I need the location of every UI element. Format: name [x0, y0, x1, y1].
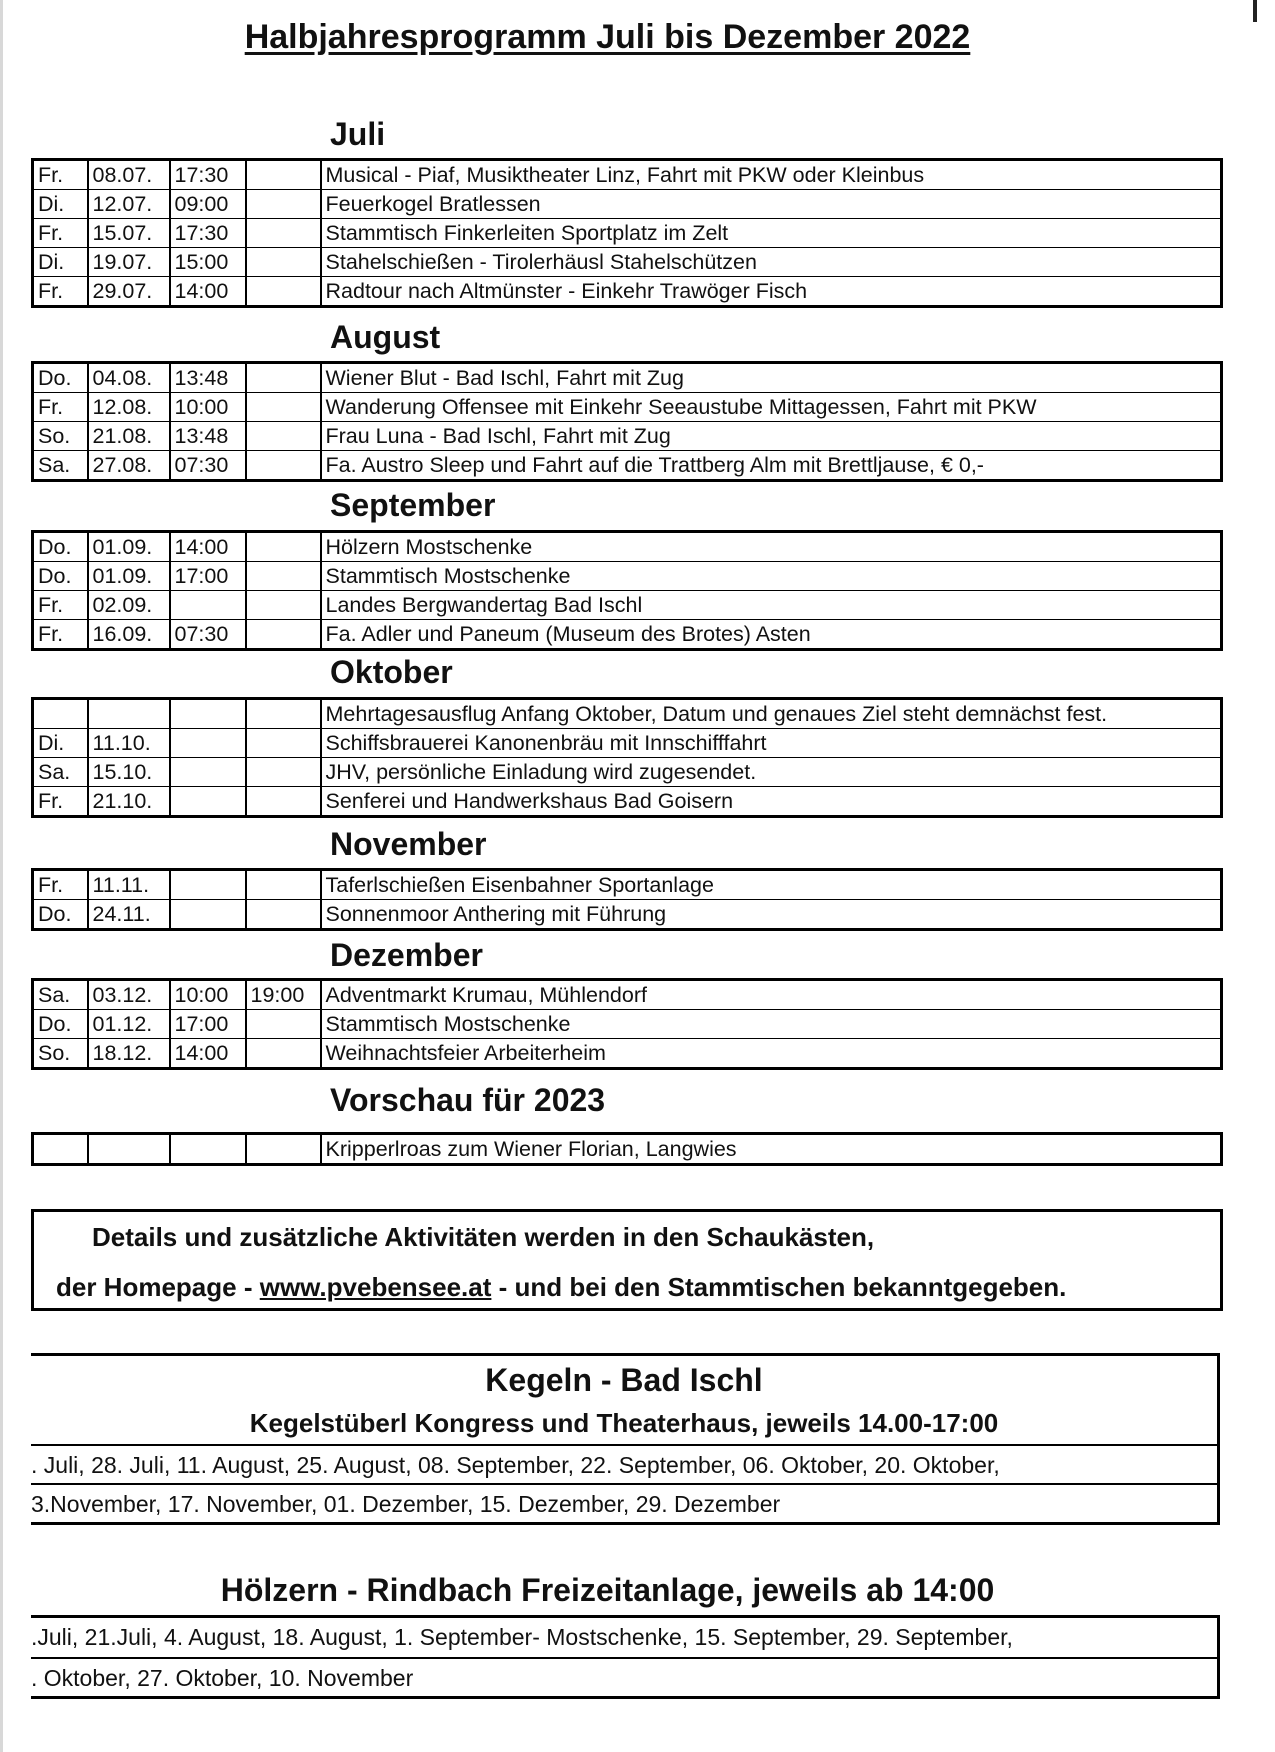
cell-date: 21.08. — [88, 422, 170, 451]
cell-time: 17:30 — [170, 219, 246, 248]
cell-event: Frau Luna - Bad Ischl, Fahrt mit Zug — [321, 422, 1222, 451]
cell-weekday: Fr. — [33, 393, 88, 422]
table-row — [33, 393, 1222, 422]
info-line-2-prefix: der Homepage - — [56, 1272, 260, 1302]
cell-time2 — [246, 699, 321, 729]
cell-date: 12.07. — [88, 190, 170, 219]
cell-weekday: Do. — [38, 366, 72, 390]
cell-date: 11.11. — [88, 870, 170, 900]
cell-time2 — [246, 562, 321, 591]
cell-event: Feuerkogel Bratlessen — [321, 190, 1222, 219]
cell-time — [170, 870, 246, 900]
kegeln-title: Kegeln - Bad Ischl — [485, 1362, 763, 1398]
cell-date: 15.07. — [88, 219, 170, 248]
table-row — [33, 532, 1222, 562]
schedule-table-november — [31, 868, 1223, 931]
cell-time — [170, 758, 246, 787]
cell-time2 — [246, 160, 321, 190]
cell-time2 — [246, 591, 321, 620]
cell-weekday: Fr. — [33, 620, 88, 650]
info-line-2 — [56, 1272, 1066, 1303]
cell-event: Adventmarkt Krumau, Mühlendorf — [321, 980, 1222, 1010]
table-row — [33, 422, 1222, 451]
cell-weekday: Fr. — [33, 219, 88, 248]
schedule-table-vorschau — [31, 1132, 1223, 1166]
table-row — [33, 248, 1222, 277]
table-row — [33, 277, 1222, 307]
cell-weekday: Fr. — [38, 873, 64, 897]
cell-time — [170, 1134, 246, 1165]
cell-time: 09:00 — [170, 190, 246, 219]
section-title-august: August — [330, 319, 441, 355]
cell-event: Schiffsbrauerei Kanonenbräu mit Innschifffahrt — [321, 729, 1222, 758]
table-row — [33, 900, 1222, 930]
cell-time — [170, 787, 246, 817]
cell-date: 24.11. — [88, 900, 170, 930]
cell-time2 — [246, 393, 321, 422]
cell-time — [170, 591, 246, 620]
section-title-september: September — [330, 487, 496, 523]
cell-time2 — [246, 729, 321, 758]
cell-event: Fa. Austro Sleep und Fahrt auf die Trattberg Alm mit Brettljause, € 0,- — [321, 451, 1222, 481]
cell-event: Musical - Piaf, Musiktheater Linz, Fahrt mit PKW oder Kleinbus — [321, 160, 1222, 190]
cell-date: 08.07. — [88, 160, 170, 190]
section-title-november: November — [330, 826, 487, 862]
cell-event: Stahelschießen - Tirolerhäusl Stahelschützen — [321, 248, 1222, 277]
cell-date: 29.07. — [88, 277, 170, 307]
table-row — [33, 699, 1222, 729]
cell-time2 — [246, 758, 321, 787]
cell-date: 27.08. — [88, 451, 170, 481]
info-line-1: Details und zusätzliche Aktivitäten werden in den Schaukästen, — [92, 1222, 875, 1252]
table-row — [33, 980, 1222, 1010]
cell-date: 12.08. — [88, 393, 170, 422]
cell-weekday: Sa. — [33, 758, 88, 787]
section-title-juli: Juli — [330, 116, 386, 152]
cell-date: 11.10. — [88, 729, 170, 758]
table-row — [33, 190, 1222, 219]
cell-weekday: Fr. — [33, 277, 88, 307]
cell-time2 — [246, 870, 321, 900]
cell-date: 03.12. — [88, 980, 170, 1010]
cell-time: 17:00 — [170, 562, 246, 591]
cell-date: 01.09. — [88, 532, 170, 562]
cell-event: Fa. Adler und Paneum (Museum des Brotes) Asten — [321, 620, 1222, 650]
cell-time2 — [246, 422, 321, 451]
cell-event: Stammtisch Mostschenke — [321, 562, 1222, 591]
cell-weekday — [33, 699, 88, 729]
table-row — [33, 758, 1222, 787]
cell-date: 02.09. — [88, 591, 170, 620]
cell-date — [88, 1134, 170, 1165]
cell-time2 — [246, 451, 321, 481]
cell-event: JHV, persönliche Einladung wird zugesendet. — [321, 758, 1222, 787]
cell-event: Mehrtagesausflug Anfang Oktober, Datum und genaues Ziel steht demnächst fest. — [321, 699, 1222, 729]
table-row — [33, 1010, 1222, 1039]
table-row — [33, 620, 1222, 650]
cell-time2 — [246, 363, 321, 393]
cell-date: 15.10. — [88, 758, 170, 787]
table-row — [33, 160, 1222, 190]
section-title-vorschau: Vorschau für 2023 — [330, 1082, 606, 1118]
cell-event: Wanderung Offensee mit Einkehr Seeaustube Mittagessen, Fahrt mit PKW — [321, 393, 1222, 422]
cell-time2 — [246, 787, 321, 817]
kegeln-subtitle: Kegelstüberl Kongress und Theaterhaus, jeweils 14.00-17:00 — [249, 1408, 999, 1438]
cell-date: 19.07. — [88, 248, 170, 277]
cell-event: Kripperlroas zum Wiener Florian, Langwies — [321, 1134, 1222, 1165]
section-title-dezember: Dezember — [330, 937, 483, 973]
cell-weekday: Do. — [33, 562, 88, 591]
cell-time: 17:00 — [170, 1010, 246, 1039]
table-row — [33, 451, 1222, 481]
table-row — [33, 1039, 1222, 1069]
cell-event: Weihnachtsfeier Arbeiterheim — [321, 1039, 1222, 1069]
hoelzern-dates-line-1: .Juli, 21.Juli, 4. August, 18. August, 1. September- Mostschenke, 15. September, 29. September, — [31, 1624, 1013, 1650]
section-title-oktober: Oktober — [330, 654, 453, 690]
table-row — [33, 729, 1222, 758]
info-box — [31, 1209, 1223, 1311]
cell-time — [170, 699, 246, 729]
cell-weekday: So. — [33, 1039, 88, 1069]
cell-weekday — [33, 1134, 88, 1165]
table-row — [33, 870, 1222, 900]
cell-time: 14:00 — [170, 532, 246, 562]
kegeln-box — [31, 1353, 1220, 1525]
cell-date: 21.10. — [88, 787, 170, 817]
kegeln-dates-line-1: . Juli, 28. Juli, 11. August, 25. August, 08. September, 22. September, 06. Oktober, 20. Oktober, — [31, 1444, 1217, 1484]
cell-time: 15:00 — [170, 248, 246, 277]
schedule-table-juli — [31, 158, 1223, 308]
cell-weekday: Do. — [38, 535, 72, 559]
cell-date: 16.09. — [88, 620, 170, 650]
cell-time2 — [246, 219, 321, 248]
cell-weekday: Di. — [33, 729, 88, 758]
cell-weekday: Di. — [33, 248, 88, 277]
cell-time: 10:00 — [170, 980, 246, 1010]
cell-time: 14:00 — [170, 277, 246, 307]
page-edge-mark — [1253, 0, 1257, 22]
cell-event: Senferei und Handwerkshaus Bad Goisern — [321, 787, 1222, 817]
cell-date: 18.12. — [88, 1039, 170, 1069]
schedule-table-august — [31, 361, 1223, 482]
cell-event: Stammtisch Finkerleiten Sportplatz im Zelt — [321, 219, 1222, 248]
cell-event: Radtour nach Altmünster - Einkehr Trawöger Fisch — [321, 277, 1222, 307]
cell-time: 14:00 — [170, 1039, 246, 1069]
cell-weekday: Di. — [33, 190, 88, 219]
info-line-2-suffix: - und bei den Stammtischen bekanntgegeben. — [491, 1272, 1067, 1302]
cell-time2: 19:00 — [246, 980, 321, 1010]
cell-time: 17:30 — [170, 160, 246, 190]
cell-weekday: Fr. — [38, 163, 64, 187]
cell-event: Landes Bergwandertag Bad Ischl — [321, 591, 1222, 620]
cell-time2 — [246, 1134, 321, 1165]
table-row — [33, 591, 1222, 620]
cell-weekday: Sa. — [33, 451, 88, 481]
schedule-table-dezember — [31, 978, 1223, 1070]
hoelzern-box — [31, 1615, 1220, 1699]
table-row — [33, 562, 1222, 591]
cell-time: 13:48 — [170, 422, 246, 451]
cell-weekday: So. — [33, 422, 88, 451]
cell-date: 04.08. — [88, 363, 170, 393]
cell-time: 10:00 — [170, 393, 246, 422]
hoelzern-dates-line-2: . Oktober, 27. Oktober, 10. November — [31, 1657, 1217, 1697]
page-edge — [0, 0, 3, 1752]
schedule-table-september — [31, 530, 1223, 651]
cell-time: 07:30 — [170, 451, 246, 481]
cell-date — [88, 699, 170, 729]
cell-time2 — [246, 532, 321, 562]
cell-weekday: Fr. — [33, 787, 88, 817]
cell-time2 — [246, 190, 321, 219]
table-row — [33, 1134, 1222, 1165]
cell-time2 — [246, 1010, 321, 1039]
table-row — [33, 219, 1222, 248]
cell-weekday: Fr. — [33, 591, 88, 620]
table-row — [33, 787, 1222, 817]
cell-time2 — [246, 620, 321, 650]
cell-event: Sonnenmoor Anthering mit Führung — [321, 900, 1222, 930]
cell-time2 — [246, 248, 321, 277]
kegeln-dates-line-2: 3.November, 17. November, 01. Dezember, 15. Dezember, 29. Dezember — [31, 1483, 1217, 1523]
cell-time2 — [246, 900, 321, 930]
cell-event: Wiener Blut - Bad Ischl, Fahrt mit Zug — [321, 363, 1222, 393]
cell-time2 — [246, 1039, 321, 1069]
cell-weekday: Sa. — [38, 983, 71, 1007]
cell-time — [170, 900, 246, 930]
hoelzern-title: Hölzern - Rindbach Freizeitanlage, jeweils ab 14:00 — [220, 1572, 995, 1608]
cell-event: Stammtisch Mostschenke — [321, 1010, 1222, 1039]
cell-time: 07:30 — [170, 620, 246, 650]
cell-event: Taferlschießen Eisenbahner Sportanlage — [321, 870, 1222, 900]
cell-time — [170, 729, 246, 758]
cell-date: 01.09. — [88, 562, 170, 591]
cell-event: Hölzern Mostschenke — [321, 532, 1222, 562]
page-title: Halbjahresprogramm Juli bis Dezember 2022 — [244, 18, 971, 56]
homepage-link[interactable]: www.pvebensee.at — [259, 1272, 492, 1302]
cell-time2 — [246, 277, 321, 307]
cell-date: 01.12. — [88, 1010, 170, 1039]
cell-weekday: Do. — [33, 900, 88, 930]
cell-time: 13:48 — [170, 363, 246, 393]
table-row — [33, 363, 1222, 393]
schedule-table-oktober — [31, 697, 1223, 818]
cell-weekday: Do. — [33, 1010, 88, 1039]
